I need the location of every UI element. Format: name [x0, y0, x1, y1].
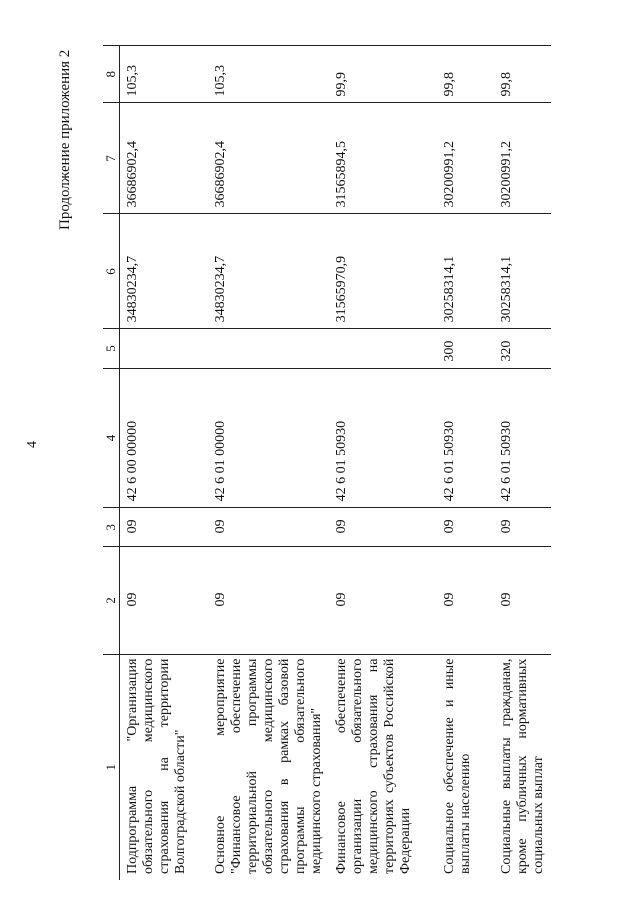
cell: 09 — [329, 508, 437, 547]
cell: 09 — [208, 508, 329, 547]
cell: 105,3 — [208, 46, 329, 104]
page-number: 4 — [25, 441, 40, 448]
cell: 300 — [437, 329, 494, 368]
column-header: 6 — [103, 214, 120, 329]
cell: 99,8 — [494, 46, 551, 104]
header-row — [103, 46, 120, 881]
cell: 105,3 — [120, 46, 208, 104]
cell — [208, 329, 329, 368]
cell — [329, 329, 437, 368]
cell: 42 6 01 50930 — [437, 368, 494, 508]
cell: 09 — [494, 547, 551, 654]
cell: 09 — [120, 508, 208, 547]
row-name-cell: Подпрограмма "Организация обязательного медицинского страхования на территории Волгоградской области" — [120, 654, 208, 880]
table-row — [494, 46, 551, 881]
cell: 09 — [494, 508, 551, 547]
column-header: 3 — [103, 508, 120, 547]
column-header: 5 — [103, 329, 120, 368]
table-row — [120, 46, 208, 881]
table-row — [208, 46, 329, 881]
cell: 31565970,9 — [329, 214, 437, 329]
cell: 34830234,7 — [120, 214, 208, 329]
cell: 30258314,1 — [437, 214, 494, 329]
cell: 30200991,2 — [494, 103, 551, 214]
table-row — [437, 46, 494, 881]
cell: 09 — [329, 547, 437, 654]
row-name-cell: Социальное обеспечение и иные выплаты населению — [437, 654, 494, 880]
cell: 30200991,2 — [437, 103, 494, 214]
continuation-label: Продолжение приложения 2 — [57, 49, 73, 230]
column-header: 1 — [103, 654, 120, 880]
table-container — [103, 45, 546, 880]
cell: 09 — [437, 508, 494, 547]
cell: 09 — [437, 547, 494, 654]
cell: 99,9 — [329, 46, 437, 104]
cell: 34830234,7 — [208, 214, 329, 329]
column-header: 4 — [103, 368, 120, 508]
cell: 36686902,4 — [208, 103, 329, 214]
cell: 42 6 01 50930 — [329, 368, 437, 508]
budget-table — [103, 45, 551, 880]
cell: 30258314,1 — [494, 214, 551, 329]
cell: 42 6 00 00000 — [120, 368, 208, 508]
column-header: 8 — [103, 46, 120, 104]
row-name-cell: Основное мероприятие "Финансовое обеспечение территориальной программы обязательного медицинского страхования в рамках базовой программы обязательного медицинского страхования" — [208, 654, 329, 880]
cell: 31565894,5 — [329, 103, 437, 214]
cell: 09 — [120, 547, 208, 654]
table-row — [329, 46, 437, 881]
cell: 99,8 — [437, 46, 494, 104]
cell: 36686902,4 — [120, 103, 208, 214]
column-header: 2 — [103, 547, 120, 654]
cell: 320 — [494, 329, 551, 368]
row-name-cell: Социальные выплаты гражданам, кроме публичных нормативных социальных выплат — [494, 654, 551, 880]
row-name-cell: Финансовое обеспечение организации обязательного медицинского страхования на территориях субъектов Российской Федерации — [329, 654, 437, 880]
cell: 42 6 01 00000 — [208, 368, 329, 508]
cell: 42 6 01 50930 — [494, 368, 551, 508]
cell — [120, 329, 208, 368]
cell: 09 — [208, 547, 329, 654]
column-header: 7 — [103, 103, 120, 214]
